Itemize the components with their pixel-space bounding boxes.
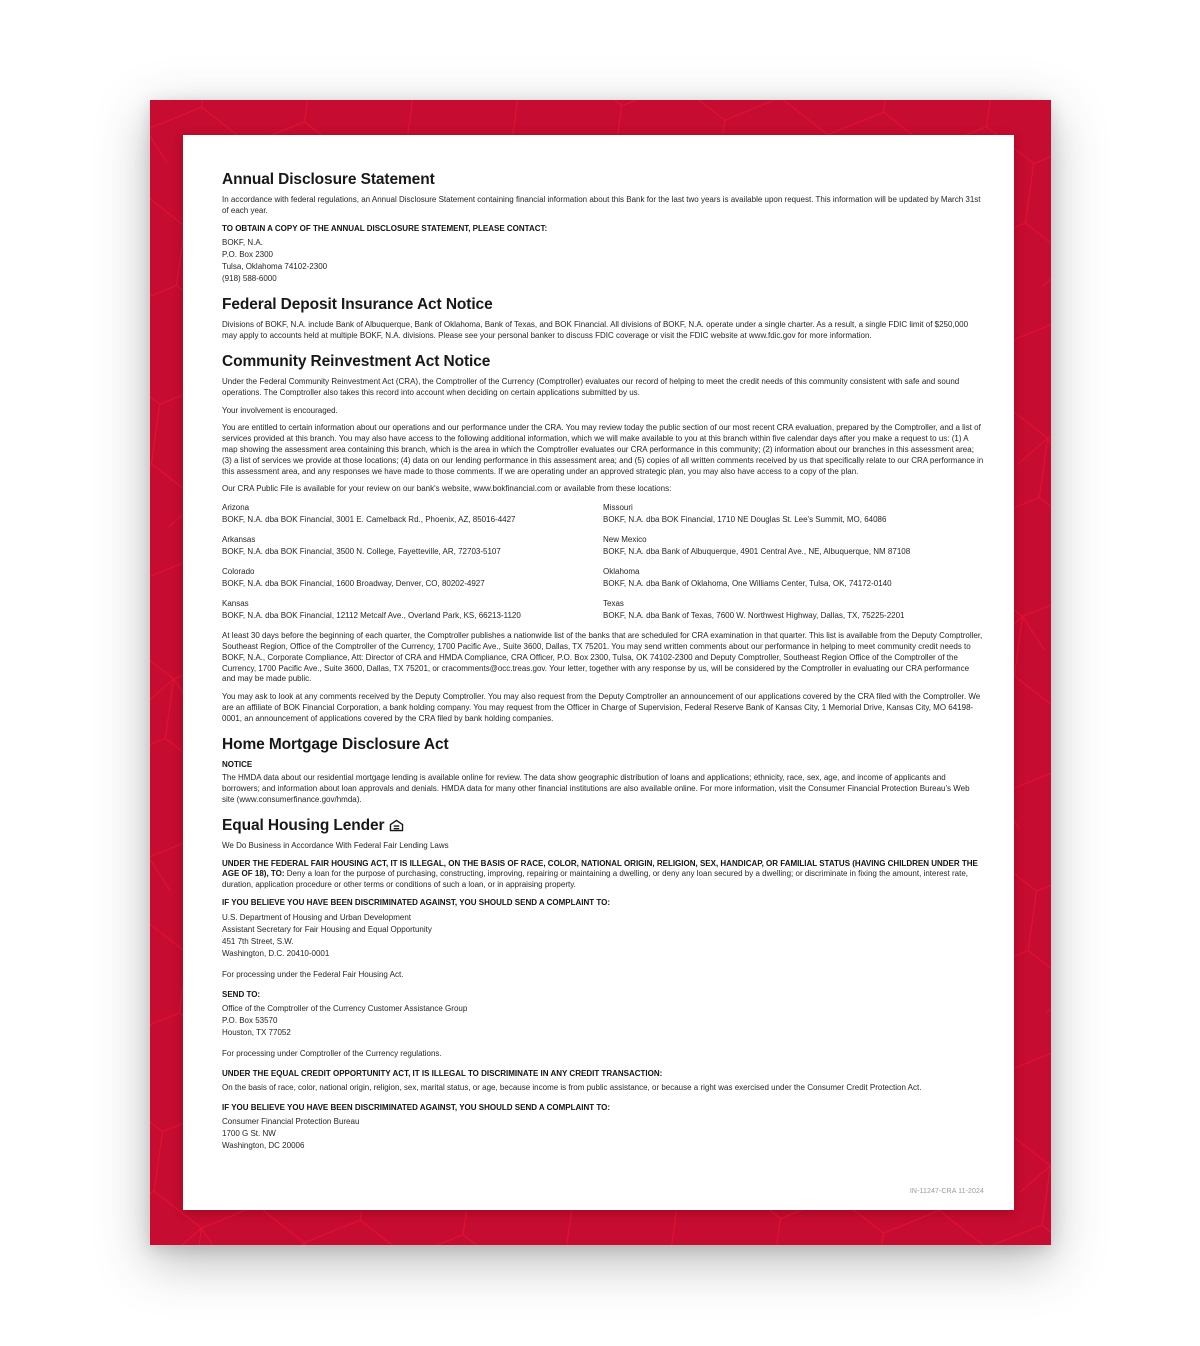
- ecoa-body: On the basis of race, color, national origin, religion, sex, marital status, or age, because income is from public assistance, or because a right was exercised under the Consumer Credit Protection Act.: [222, 1082, 922, 1092]
- address-line: Washington, DC 20006: [222, 1141, 305, 1151]
- equal-housing-section: [222, 817, 984, 1153]
- address-line: Consumer Financial Protection Bureau: [222, 1117, 360, 1127]
- location-state: Arizona: [222, 503, 250, 513]
- annual-disclosure-title: Annual Disclosure Statement: [222, 171, 435, 188]
- ehl-tagline: We Do Business in Accordance With Federal Fair Lending Laws: [222, 840, 449, 850]
- annual-contact-label: TO OBTAIN A COPY OF THE ANNUAL DISCLOSURE STATEMENT, PLEASE CONTACT:: [222, 223, 548, 233]
- location-state: Oklahoma: [603, 567, 640, 577]
- processing-note-occ: For processing under Comptroller of the Currency regulations.: [222, 1049, 442, 1059]
- hmda-body: The HMDA data about our residential mortgage lending is available online for review. The data show geographic distribution of loans and applications; ethnicity, race, sex, age, and income of applicants and borrowers; and information about loan approvals and denials. HMDA data for many other financial institutions are also available online. For more information, visit the Consumer Financial Protection Bureau's Web site (www.consumerfinance.gov/hmda).: [222, 773, 970, 804]
- complaint-label-cfpb: IF YOU BELIEVE YOU HAVE BEEN DISCRIMINATED AGAINST, YOU SHOULD SEND A COMPLAINT TO:: [222, 1102, 611, 1112]
- address-line: P.O. Box 53570: [222, 1016, 278, 1026]
- ecoa-label: UNDER THE EQUAL CREDIT OPPORTUNITY ACT, IT IS ILLEGAL TO DISCRIMINATE IN ANY CREDIT TRANSACTION:: [222, 1069, 663, 1079]
- address-line: 1700 G St. NW: [222, 1129, 276, 1139]
- cfpb-address: [222, 1116, 984, 1152]
- disclosure-page: [183, 135, 1014, 1210]
- address-line: Office of the Comptroller of the Currency Customer Assistance Group: [222, 1004, 468, 1014]
- location-item: [603, 502, 984, 526]
- red-brand-frame: [150, 100, 1051, 1245]
- fair-housing-paragraph: [222, 859, 984, 891]
- address-line: Tulsa, Oklahoma 74102-2300: [222, 262, 328, 272]
- complaint-label-hud: IF YOU BELIEVE YOU HAVE BEEN DISCRIMINATED AGAINST, YOU SHOULD SEND A COMPLAINT TO:: [222, 897, 611, 907]
- cra-locations-column-right: [603, 502, 984, 630]
- equal-housing-title-text: Equal Housing Lender: [222, 816, 385, 834]
- fair-housing-bold-text: UNDER THE FEDERAL FAIR HOUSING ACT, IT IS ILLEGAL, ON THE BASIS OF RACE, COLOR, NATIONAL ORIGIN, RELIGION, SEX, HANDICAP, OR FAMILIAL STATUS (HAVING CHILDREN UNDER THE AGE OF 18), TO:: [222, 858, 978, 879]
- location-state: Texas: [603, 599, 624, 609]
- processing-note-fair-housing: For processing under the Federal Fair Housing Act.: [222, 969, 404, 979]
- fdic-body: Divisions of BOKF, N.A. include Bank of Albuquerque, Bank of Oklahoma, Bank of Texas, and BOK Financial. All divisions of BOKF, N.A. operate under a single charter. As a result, a single FDIC limit of $250,000 may apply to accounts held at multiple BOKF, N.A. divisions. Please see your personal banker to discuss FDIC coverage or visit the FDIC website at www.fdic.gov for more information.: [222, 320, 969, 341]
- address-line: Assistant Secretary for Fair Housing and Equal Opportunity: [222, 924, 432, 934]
- cra-paragraph-5: At least 30 days before the beginning of each quarter, the Comptroller publishes a nationwide list of the banks that are scheduled for CRA examination in that quarter. This list is available from the Deputy Comptroller, Southeast Region, Office of the Comptroller of the Currency, 1700 Pacific Ave., Suite 3600, Dallas, TX 75201. You may send written comments about our performance in helping to meet community credit needs to BOKF, N.A., Corporate Compliance, Att: Director of CRA and HMDA Compliance, CRA Officer, P.O. Box 2300, Tulsa, OK 74102-2300 and Deputy Comptroller, Southeast Region Office of the Comptroller of the Currency, 1700 Pacific Ave., Suite 3600, Dallas, TX 75201, or cracomments@occ.treas.gov. Your letter, together with any response by us, will be considered by the Comptroller in evaluating our CRA performance and may be made public.: [222, 631, 983, 684]
- location-address: BOKF, N.A. dba Bank of Texas, 7600 W. Northwest Highway, Dallas, TX, 75225-2201: [603, 611, 905, 621]
- cra-locations-grid: [222, 502, 984, 630]
- form-number: IN-11247-CRA 11-2024: [909, 1188, 984, 1195]
- hud-address: [222, 912, 984, 960]
- location-item: [222, 534, 603, 558]
- location-item: [603, 534, 984, 558]
- annual-disclosure-intro: In accordance with federal regulations, an Annual Disclosure Statement containing financial information about this Bank for the last two years is available upon request. This information will be updated by March 31st of each year.: [222, 195, 981, 215]
- address-line: Houston, TX 77052: [222, 1028, 291, 1038]
- location-state: New Mexico: [603, 535, 647, 545]
- location-address: BOKF, N.A. dba Bank of Oklahoma, One Williams Center, Tulsa, OK, 74172-0140: [603, 579, 892, 589]
- location-state: Arkansas: [222, 535, 256, 545]
- cra-locations-column-left: [222, 502, 603, 630]
- fair-housing-regular-text: Deny a loan for the purpose of purchasing, constructing, improving, repairing or maintaining a dwelling, or deny any loan secured by a dwelling; or discriminate in fixing the amount, interest rate, duration, application procedure or other terms or conditions of such a loan, or in appraising property.: [222, 869, 969, 890]
- cra-paragraph-4: Our CRA Public File is available for your review on our bank's website, www.bokfinancial.com or available from these locations:: [222, 484, 672, 494]
- cra-paragraph-3: You are entitled to certain information about our operations and our performance under the CRA. You may review today the public section of our most recent CRA evaluation, prepared by the Comptroller, and a list of services provided at this branch. You may also have access to the following additional information, which we will make available to you at this branch within five calendar days after you make a request to us: (1) A map showing the assessment area containing this branch, which is the area in which the Comptroller evaluates our CRA performance in this community; (2) information about our branches in this assessment area; (3) a list of services we provide at those locations; (4) data on our lending performance in this assessment area; and (5) copies of all written comments received by us that specifically relate to our CRA performance in this assessment area, and any responses we have made to those comments. If we are operating under an approved strategic plan, you may also have access to a copy of the plan.: [222, 423, 984, 476]
- occ-address: [222, 1003, 984, 1039]
- hmda-notice-label: NOTICE: [222, 759, 253, 769]
- cra-title: Community Reinvestment Act Notice: [222, 352, 491, 370]
- cra-paragraph-2: Your involvement is encouraged.: [222, 405, 338, 415]
- equal-housing-title: [222, 817, 984, 834]
- address-line: 451 7th Street, S.W.: [222, 936, 294, 946]
- address-line: Washington, D.C. 20410-0001: [222, 948, 330, 958]
- address-line: (918) 588-6000: [222, 274, 277, 284]
- location-address: BOKF, N.A. dba BOK Financial, 1600 Broadway, Denver, CO, 80202-4927: [222, 579, 485, 589]
- location-address: BOKF, N.A. dba BOK Financial, 3500 N. College, Fayetteville, AR, 72703-5107: [222, 547, 501, 557]
- cra-paragraph-6: You may ask to look at any comments received by the Deputy Comptroller. You may also request from the Deputy Comptroller an announcement of our applications covered by the CRA filed with the Comptroller. We are an affiliate of BOK Financial Corporation, a bank holding company. You may request from the Officer in Charge of Supervision, Federal Reserve Bank of Kansas City, 1 Memorial Drive, Kansas City, MO 64198-0001, an announcement of applications covered by the CRA filed by bank holding companies.: [222, 692, 981, 723]
- equal-housing-lender-icon: [389, 819, 404, 832]
- fdic-title: Federal Deposit Insurance Act Notice: [222, 296, 493, 314]
- location-item: [603, 598, 984, 622]
- location-state: Missouri: [603, 503, 633, 513]
- address-line: U.S. Department of Housing and Urban Development: [222, 912, 411, 922]
- send-to-label: SEND TO:: [222, 989, 261, 999]
- cra-paragraph-1: Under the Federal Community Reinvestment Act (CRA), the Comptroller of the Currency (Comptroller) evaluates our record of helping to meet the credit needs of this community consistent with safe and sound operations. The Comptroller also takes this record into account when deciding on certain applications submitted by us.: [222, 376, 960, 397]
- location-address: BOKF, N.A. dba BOK Financial, 3001 E. Camelback Rd., Phoenix, AZ, 85016-4427: [222, 515, 516, 525]
- address-line: P.O. Box 2300: [222, 250, 273, 260]
- location-address: BOKF, N.A. dba Bank of Albuquerque, 4901 Central Ave., NE, Albuquerque, NM 87108: [603, 547, 911, 557]
- location-state: Kansas: [222, 599, 249, 609]
- cra-section: [222, 353, 984, 725]
- annual-disclosure-section: [222, 171, 984, 285]
- location-item: [222, 502, 603, 526]
- location-item: [222, 598, 603, 622]
- annual-contact-address: [222, 237, 984, 285]
- hmda-section: [222, 736, 984, 806]
- location-item: [222, 566, 603, 590]
- location-address: BOKF, N.A. dba BOK Financial, 1710 NE Douglas St. Lee's Summit, MO, 64086: [603, 515, 887, 525]
- hmda-title: Home Mortgage Disclosure Act: [222, 735, 449, 753]
- location-item: [603, 566, 984, 590]
- fdic-section: [222, 296, 984, 342]
- location-address: BOKF, N.A. dba BOK Financial, 12112 Metcalf Ave., Overland Park, KS, 66213-1120: [222, 611, 521, 621]
- location-state: Colorado: [222, 567, 255, 577]
- address-line: BOKF, N.A.: [222, 238, 263, 248]
